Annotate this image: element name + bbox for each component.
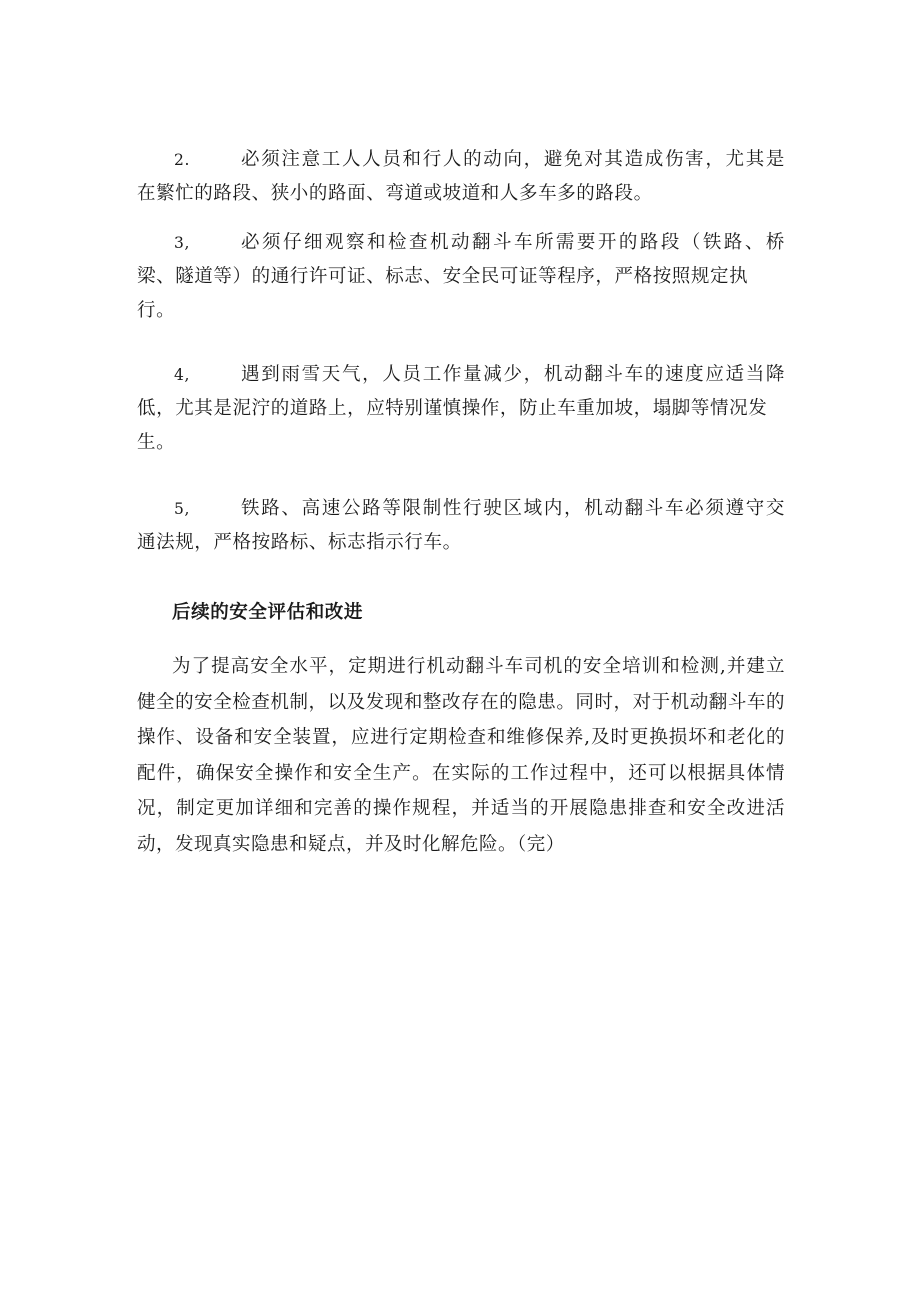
list-item-text-first-line: 必须仔细观察和检查机动翻斗车所需要开的路段（铁路、桥 <box>241 232 785 253</box>
list-item-number: 3, <box>174 234 190 252</box>
list-item-2 <box>137 143 785 211</box>
list-item-text-continuation: 梁、隧道等）的通行许可证、标志、安全民可证等程序，严格按照规定执行。 <box>137 266 749 321</box>
list-item-number: 5, <box>174 500 190 518</box>
list-item-text-continuation: 在繁忙的路段、狭小的路面、弯道或坡道和人多车多的路段。 <box>137 183 653 204</box>
list-item-4 <box>137 358 785 460</box>
list-item-3 <box>137 226 785 328</box>
section-paragraph: 为了提高安全水平，定期进行机动翻斗车司机的安全培训和检测,并建立健全的安全检查机制，以及发现和整改存在的隐患。同时，对于机动翻斗车的操作、设备和安全装置，应进行定期检查和维修保养,及时更换损坏和老化的配件，确保安全操作和安全生产。在实际的工作过程中，还可以根据具体情况，制定更加详细和完善的操作规程，并适当的开展隐患排查和安全改进活动，发现真实隐患和疑点，并及时化解危险。（完） <box>137 656 785 855</box>
section-heading: 后续的安全评估和改进 <box>172 602 364 623</box>
list-item-number: 2. <box>174 151 190 169</box>
list-item-number: 4, <box>174 366 190 384</box>
list-item-text-first-line: 必须注意工人人员和行人的动向，避免对其造成伤害，尤其是 <box>241 149 785 170</box>
list-item-text-first-line: 遇到雨雪天气，人员工作量减少，机动翻斗车的速度应适当降 <box>241 364 785 385</box>
list-item-5 <box>137 492 785 560</box>
list-item-text-first-line: 铁路、高速公路等限制性行驶区域内，机动翻斗车必须遵守交 <box>241 498 785 519</box>
list-item-text-continuation: 低，尤其是泥泞的道路上，应特别谨慎操作，防止车重加坡，塌脚等情况发生。 <box>137 398 768 453</box>
list-item-text-continuation: 通法规，严格按路标、标志指示行车。 <box>137 532 462 553</box>
